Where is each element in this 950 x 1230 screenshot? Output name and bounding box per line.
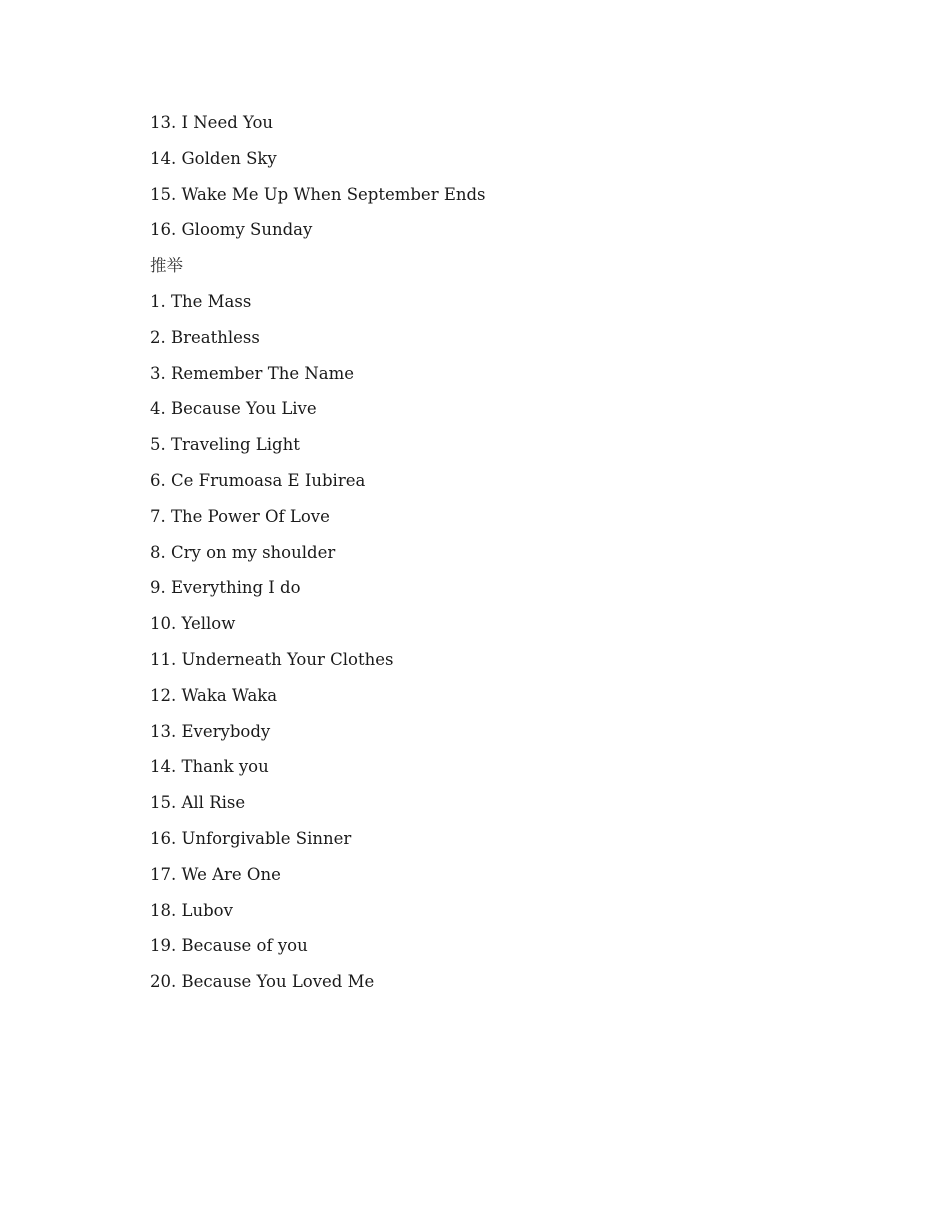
list-item: 14. Golden Sky (150, 148, 277, 168)
list-item: 4. Because You Live (150, 399, 317, 419)
list-item: 20. Because You Loved Me (150, 972, 375, 992)
list-item: 2. Breathless (150, 327, 260, 347)
list-item: 19. Because of you (150, 936, 308, 956)
list-item: 11. Underneath Your Clothes (150, 649, 394, 669)
list-item: 8. Cry on my shoulder (150, 542, 336, 562)
list-item: 16. Gloomy Sunday (150, 220, 313, 240)
list-item: 16. Unforgivable Sinner (150, 828, 352, 848)
list-item: 7. The Power Of Love (150, 506, 330, 526)
list-item: 13. Everybody (150, 721, 271, 741)
list-item: 1. The Mass (150, 291, 252, 311)
list-item: 3. Remember The Name (150, 363, 355, 383)
list-item: 18. Lubov (150, 900, 233, 920)
list-item: 12. Waka Waka (150, 685, 278, 705)
list-item: 15. Wake Me Up When September Ends (150, 184, 486, 204)
list-item: 14. Thank you (150, 757, 269, 777)
document-page (150, 111, 850, 1006)
list-item: 9. Everything I do (150, 578, 301, 598)
recommended-song-list (150, 290, 850, 1006)
list-item: 13. I Need You (150, 113, 274, 132)
list-item: 6. Ce Frumoasa E Iubirea (150, 470, 366, 490)
section-heading: 推举 (150, 256, 183, 276)
list-item: 15. All Rise (150, 793, 246, 813)
list-item: 17. We Are One (150, 864, 281, 884)
list-item: 10. Yellow (150, 614, 236, 634)
list-item: 5. Traveling Light (150, 435, 300, 455)
song-list-continued (150, 111, 850, 254)
